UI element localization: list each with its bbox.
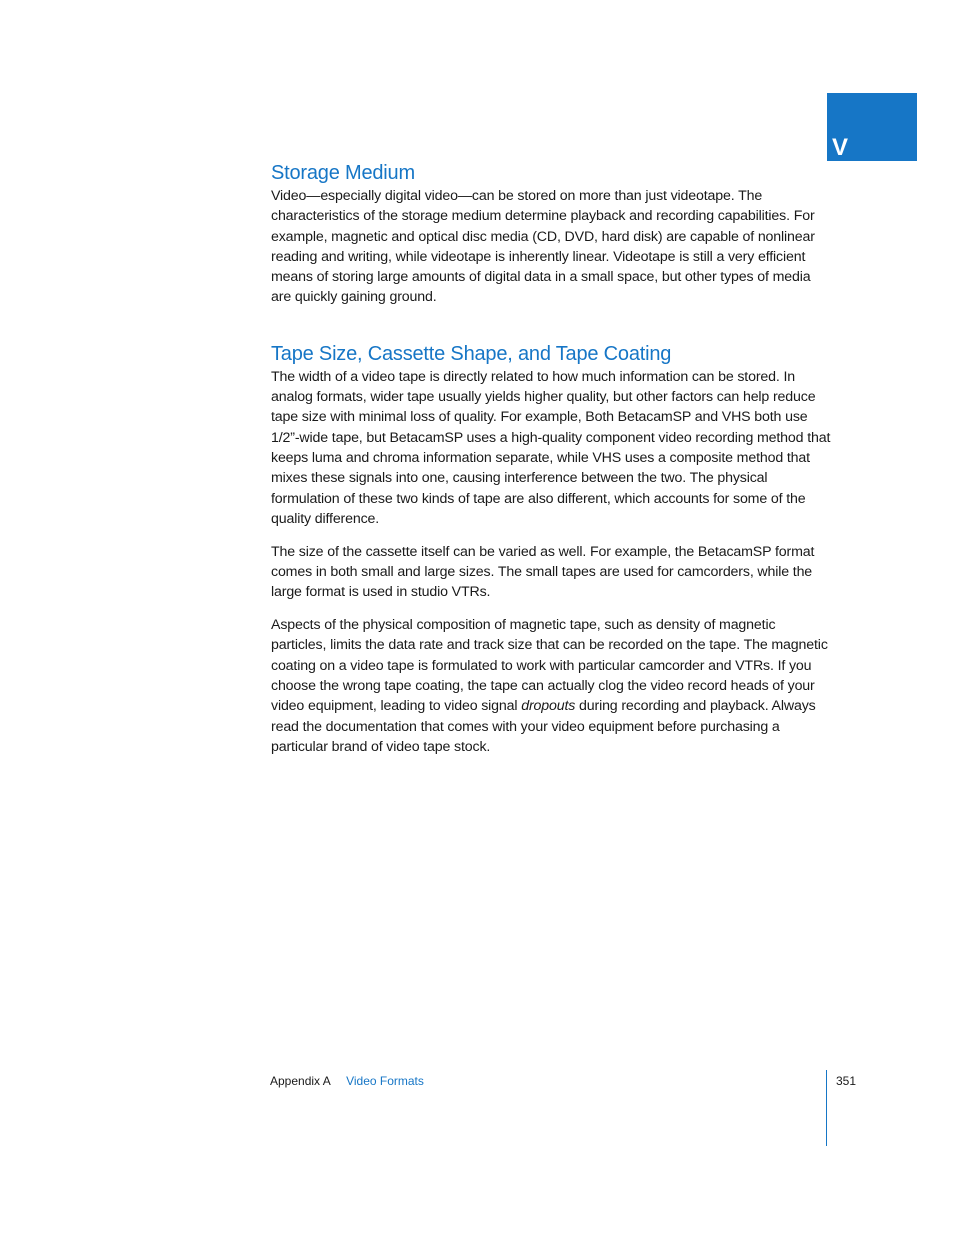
footer-divider xyxy=(826,1070,827,1146)
paragraph xyxy=(271,615,831,757)
section-heading: Storage Medium xyxy=(271,162,415,184)
paragraph: Video—especially digital video—can be stored on more than just videotape. The characteristics of the storage medium determine playback and recording capabilities. For example, magnetic and optical disc media (CD, DVD, hard disk) are capable of nonlinear reading and writing, while videotape is inherently linear. Videotape is still a very efficient means of storing large amounts of digital data in a small space, but other types of media are quickly gaining ground. xyxy=(271,188,815,306)
section-tape-size xyxy=(271,341,831,757)
page-footer xyxy=(270,1073,424,1089)
footer-chapter-title: Video Formats xyxy=(346,1074,424,1088)
paragraph-text: during recording and playback. Always read the documentation that comes with your video equipment before purchasing a particular brand of video tape stock. xyxy=(271,698,816,755)
emphasis-term: dropouts xyxy=(521,698,576,715)
chapter-tab-letter: V xyxy=(832,134,849,161)
paragraph: The width of a video tape is directly related to how much information can be stored. In analog formats, wider tape usually yields higher quality, but other factors can help reduce tape size with minimal loss of quality. For example, Both BetacamSP and VHS both use 1/2”-wide tape, but BetacamSP uses a high-quality component video recording method that keeps luma and chroma information separate, while VHS uses a composite method that mixes these signals into one, causing interference between the two. The physical formulation of these two kinds of tape are also different, which accounts for some of the quality difference. xyxy=(271,368,831,527)
section-heading: Tape Size, Cassette Shape, and Tape Coating xyxy=(271,342,672,365)
page-content xyxy=(271,160,831,757)
chapter-tab xyxy=(827,93,917,161)
paragraph-text: Aspects of the physical composition of magnetic tape, such as density of magnetic particles, limits the data rate and track size that can be recorded on the tape. The magnetic coating on a video tape is formulated to work with particular camcorder and VTRs. If you choose the wrong tape coating, the tape can actually clog the video record heads of your video equipment, leading to video signal xyxy=(271,617,828,715)
section-storage-medium xyxy=(271,160,831,308)
paragraph: The size of the cassette itself can be varied as well. For example, the BetacamSP format comes in both small and large sizes. The small tapes are used for camcorders, while the large format is used in studio VTRs. xyxy=(271,543,815,601)
footer-appendix-label: Appendix A xyxy=(270,1074,331,1088)
page-number: 351 xyxy=(836,1074,857,1088)
